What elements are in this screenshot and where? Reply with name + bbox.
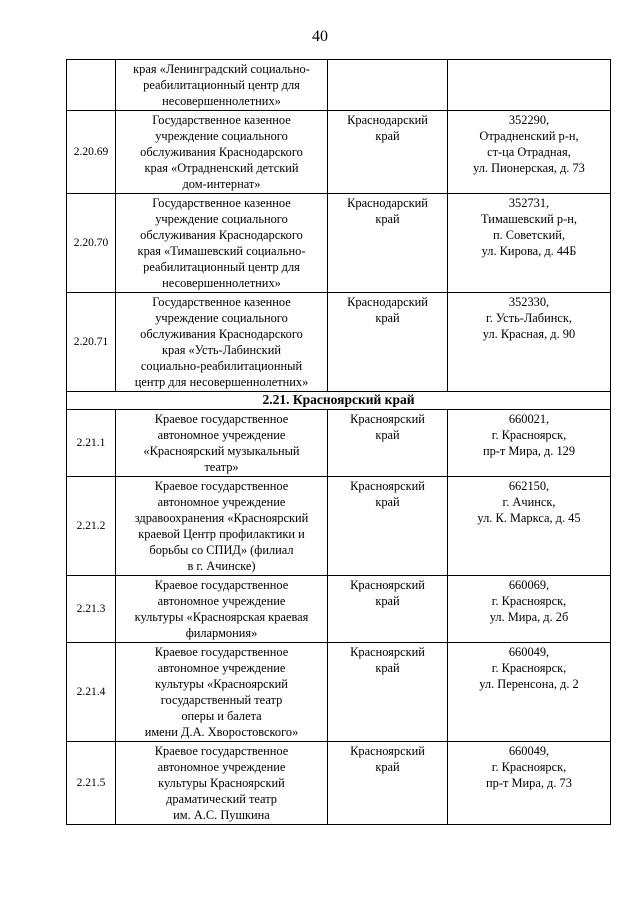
table-row	[67, 194, 611, 293]
address	[448, 60, 611, 111]
row-number: 2.21.4	[67, 643, 116, 742]
institution-name: Краевое государственное автономное учреждение культуры «Красноярский государственный театр оперы и балета имени Д.А. Хворостовского»	[116, 643, 328, 742]
region: Красноярский край	[328, 643, 448, 742]
section-title: 2.21. Красноярский край	[67, 392, 611, 410]
section-header	[67, 392, 611, 410]
region: Красноярский край	[328, 576, 448, 643]
address: 660049, г. Красноярск, ул. Перенсона, д. 2	[448, 643, 611, 742]
table-row	[67, 111, 611, 194]
address: 660049, г. Красноярск, пр-т Мира, д. 73	[448, 742, 611, 825]
address: 352731, Тимашевский р-н, п. Советский, ул. Кирова, д. 44Б	[448, 194, 611, 293]
institution-name: Государственное казенное учреждение социального обслуживания Краснодарского края «Отрадненский детский дом-интернат»	[116, 111, 328, 194]
table-row	[67, 742, 611, 825]
table-row	[67, 410, 611, 477]
address: 660021, г. Красноярск, пр-т Мира, д. 129	[448, 410, 611, 477]
institution-name: Краевое государственное автономное учреждение «Красноярский музыкальный театр»	[116, 410, 328, 477]
table-row	[67, 477, 611, 576]
institution-name: Краевое государственное автономное учреждение культуры «Красноярская краевая филармония»	[116, 576, 328, 643]
address: 352290, Отрадненский р-н, ст-ца Отрадная, ул. Пионерская, д. 73	[448, 111, 611, 194]
region: Краснодарский край	[328, 293, 448, 392]
address: 662150, г. Ачинск, ул. К. Маркса, д. 45	[448, 477, 611, 576]
row-number	[67, 60, 116, 111]
region: Краснодарский край	[328, 194, 448, 293]
institution-name: края «Ленинградский социально- реабилитационный центр для несовершеннолетних»	[116, 60, 328, 111]
table-row	[67, 60, 611, 111]
row-number: 2.21.3	[67, 576, 116, 643]
row-number: 2.21.1	[67, 410, 116, 477]
page-number: 40	[312, 28, 328, 45]
row-number: 2.20.71	[67, 293, 116, 392]
address: 660069, г. Красноярск, ул. Мира, д. 2б	[448, 576, 611, 643]
table-row	[67, 576, 611, 643]
region: Красноярский край	[328, 410, 448, 477]
region: Краснодарский край	[328, 111, 448, 194]
institution-name: Краевое государственное автономное учреждение здравоохранения «Красноярский краевой Центр профилактики и борьбы со СПИД» (филиал в г. Ачинске)	[116, 477, 328, 576]
region: Красноярский край	[328, 742, 448, 825]
table-row	[67, 293, 611, 392]
institutions-table	[66, 59, 611, 825]
region: Красноярский край	[328, 477, 448, 576]
row-number: 2.21.5	[67, 742, 116, 825]
row-number: 2.20.70	[67, 194, 116, 293]
row-number: 2.21.2	[67, 477, 116, 576]
region	[328, 60, 448, 111]
institution-name: Государственное казенное учреждение социального обслуживания Краснодарского края «Тимашевский социально- реабилитационный центр для несовершеннолетних»	[116, 194, 328, 293]
table-row	[67, 643, 611, 742]
institution-name: Краевое государственное автономное учреждение культуры Красноярский драматический театр им. А.С. Пушкина	[116, 742, 328, 825]
institution-name: Государственное казенное учреждение социального обслуживания Краснодарского края «Усть-Лабинский социально-реабилитационный центр для несовершеннолетних»	[116, 293, 328, 392]
address: 352330, г. Усть-Лабинск, ул. Красная, д. 90	[448, 293, 611, 392]
row-number: 2.20.69	[67, 111, 116, 194]
